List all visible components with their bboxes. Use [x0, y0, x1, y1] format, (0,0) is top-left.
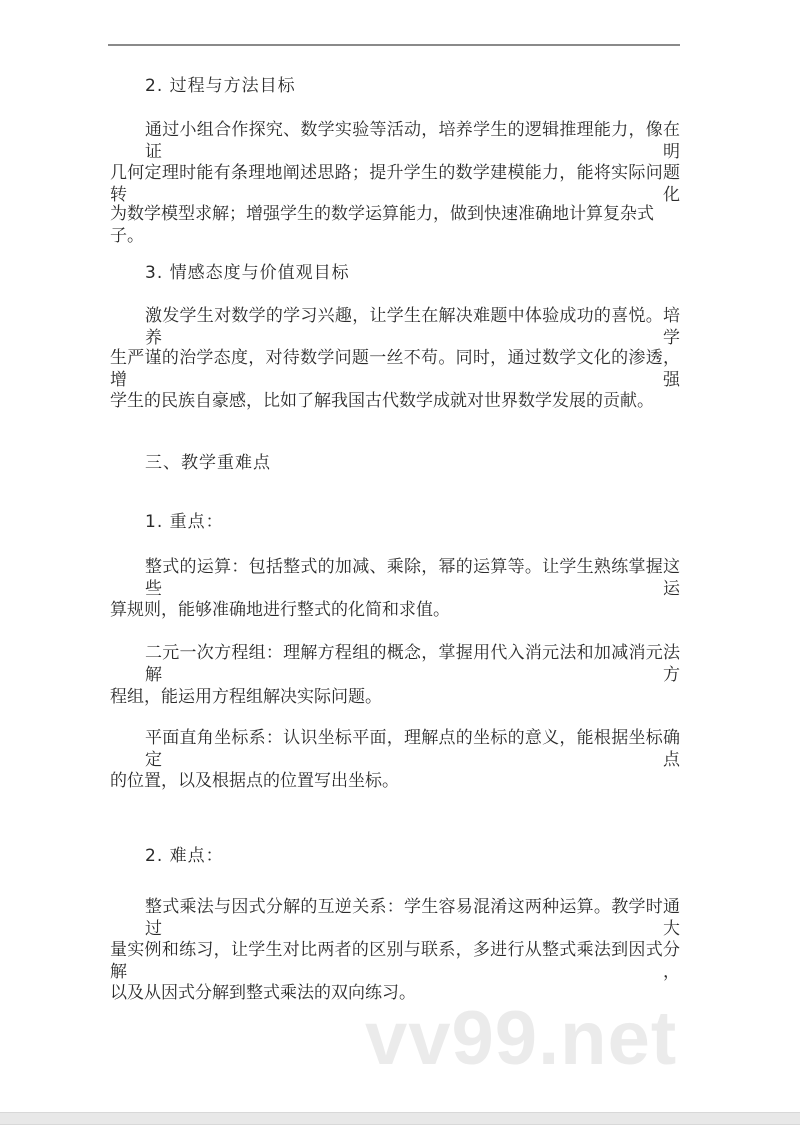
heading-emotion-goals: 3. 情感态度与价值观目标 — [145, 263, 350, 283]
heading-difficult-points: 2. 难点： — [145, 846, 224, 866]
paragraph-line: 程组，能运用方程组解决实际问题。 — [110, 687, 382, 707]
paragraph-line: 通过小组合作探究、数学实验等活动，培养学生的逻辑推理能力，像在证明 — [145, 120, 680, 162]
paragraph-line: 量实例和练习，让学生对比两者的区别与联系，多进行从整式乘法到因式分解， — [110, 940, 680, 982]
heading-key-difficult: 三、教学重难点 — [145, 453, 271, 473]
page-separator — [0, 1112, 800, 1125]
watermark: vv99.net — [365, 996, 678, 1081]
paragraph-line: 激发学生对数学的学习兴趣，让学生在解决难题中体验成功的喜悦。培养学 — [145, 306, 680, 348]
header-rule — [108, 44, 680, 46]
paragraph-line: 学生的民族自豪感，比如了解我国古代数学成就对世界数学发展的贡献。 — [110, 391, 654, 411]
paragraph-line: 以及从因式分解到整式乘法的双向练习。 — [110, 983, 416, 1003]
heading-key-points: 1. 重点： — [145, 512, 224, 532]
paragraph-line: 整式乘法与因式分解的互逆关系：学生容易混淆这两种运算。教学时通过大 — [145, 897, 680, 939]
paragraph-line: 为数学模型求解；增强学生的数学运算能力，做到快速准确地计算复杂式子。 — [110, 204, 654, 246]
paragraph-line: 几何定理时能有条理地阐述思路；提升学生的数学建模能力，能将实际问题转化 — [110, 163, 680, 205]
paragraph-line: 生严谨的治学态度，对待数学问题一丝不苟。同时，通过数学文化的渗透，增强 — [110, 348, 680, 390]
paragraph-line: 平面直角坐标系：认识坐标平面，理解点的坐标的意义，能根据坐标确定点 — [145, 728, 680, 770]
paragraph-line: 算规则，能够准确地进行整式的化简和求值。 — [110, 600, 450, 620]
heading-process-goals: 2. 过程与方法目标 — [145, 76, 296, 96]
paragraph-line: 二元一次方程组：理解方程组的概念，掌握用代入消元法和加减消元法解方 — [145, 643, 680, 685]
paragraph-line: 整式的运算：包括整式的加减、乘除，幂的运算等。让学生熟练掌握这些运 — [145, 557, 680, 599]
paragraph-line: 的位置，以及根据点的位置写出坐标。 — [110, 771, 399, 791]
